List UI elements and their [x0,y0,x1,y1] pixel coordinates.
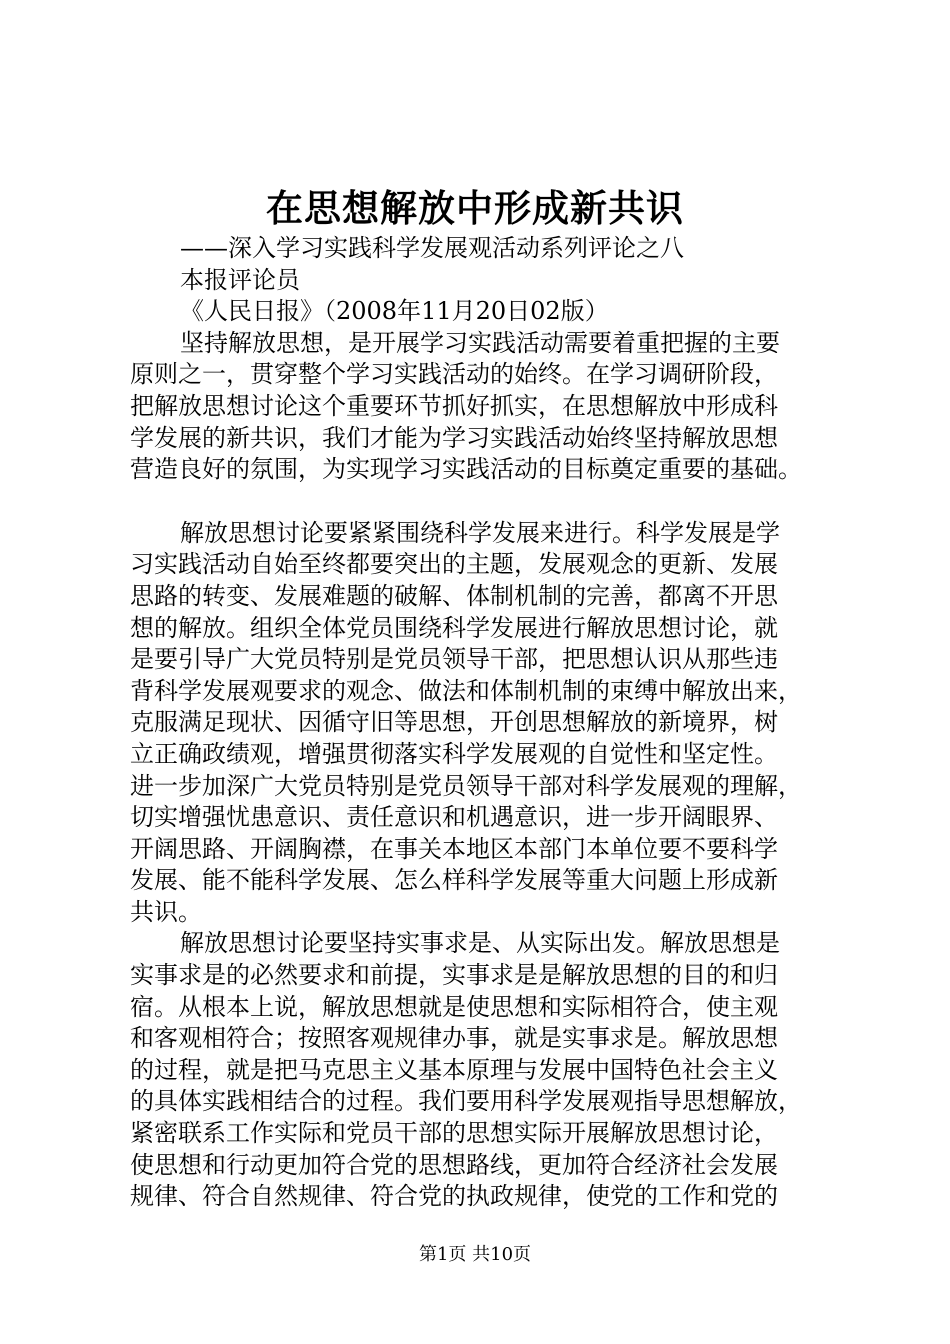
paragraph-2-line: 思路的转变、发展难题的破解、体制机制的完善，都离不开思 [130,581,778,610]
paragraph-1-line: 营造良好的氛围，为实现学习实践活动的目标奠定重要的基础。 [130,455,802,484]
paragraph-3-line: 的具体实践相结合的过程。我们要用科学发展观指导思想解放， [130,1087,802,1116]
paragraph-1-line: 原则之一，贯穿整个学习实践活动的始终。在学习调研阶段， [130,360,778,389]
paragraph-3-line: 使思想和行动更加符合党的思想路线，更加符合经济社会发展 [130,1150,778,1179]
paragraph-2-line: 想的解放。组织全体党员围绕科学发展进行解放思想讨论，就 [130,613,778,642]
paragraph-2-line: 进一步加深广大党员特别是党员领导干部对科学发展观的理解， [130,771,802,800]
subtitle: ——深入学习实践科学发展观活动系列评论之八 [180,234,684,262]
paragraph-2-line: 是要引导广大党员特别是党员领导干部，把思想认识从那些违 [130,645,778,674]
paragraph-1-line: 坚持解放思想，是开展学习实践活动需要着重把握的主要 [180,328,780,357]
paragraph-2-line: 切实增强忧患意识、责任意识和机遇意识，进一步开阔眼界、 [130,803,778,832]
paragraph-1-line: 学发展的新共识，我们才能为学习实践活动始终坚持解放思想 [130,423,778,452]
paragraph-2-line: 发展、能不能科学发展、怎么样科学发展等重大问题上形成新 [130,866,778,895]
author-line: 本报评论员 [180,265,300,294]
paragraph-2-line: 解放思想讨论要紧紧围绕科学发展来进行。科学发展是学 [180,518,780,547]
paragraph-2-line: 共识。 [130,897,202,926]
paragraph-3-line: 和客观相符合；按照客观规律办事，就是实事求是。解放思想 [130,1024,778,1053]
paragraph-2-line: 开阔思路、开阔胸襟，在事关本地区本部门本单位要不要科学 [130,834,778,863]
page-title: 在思想解放中形成新共识 [266,186,684,230]
article-body [130,233,830,1213]
paragraph-2-line: 习实践活动自始至终都要突出的主题，发展观念的更新、发展 [130,550,778,579]
paragraph-2-line: 立正确政绩观，增强贯彻落实科学发展观的自觉性和坚定性。 [130,739,778,768]
paragraph-3-line: 实事求是的必然要求和前提，实事求是是解放思想的目的和归 [130,961,778,990]
paragraph-2-line: 克服满足现状、因循守旧等思想，开创思想解放的新境界，树 [130,708,778,737]
paragraph-3-line: 宿。从根本上说，解放思想就是使思想和实际相符合，使主观 [130,992,778,1021]
paragraph-3-line: 解放思想讨论要坚持实事求是、从实际出发。解放思想是 [180,929,780,958]
source-line: 《人民日报》（2008年11月20日02版） [180,297,609,326]
page-number-footer: 第1页 共10页 [418,1244,532,1265]
paragraph-3-line: 规律、符合自然规律、符合党的执政规律，使党的工作和党的 [130,1182,778,1211]
paragraph-2-line: 背科学发展观要求的观念、做法和体制机制的束缚中解放出来， [130,676,802,705]
paragraph-3-line: 的过程，就是把马克思主义基本原理与发展中国特色社会主义 [130,1055,778,1084]
paragraph-1-line: 把解放思想讨论这个重要环节抓好抓实，在思想解放中形成科 [130,391,778,420]
paragraph-3-line: 紧密联系工作实际和党员干部的思想实际开展解放思想讨论， [130,1119,778,1148]
paragraph-spacer [130,486,830,518]
